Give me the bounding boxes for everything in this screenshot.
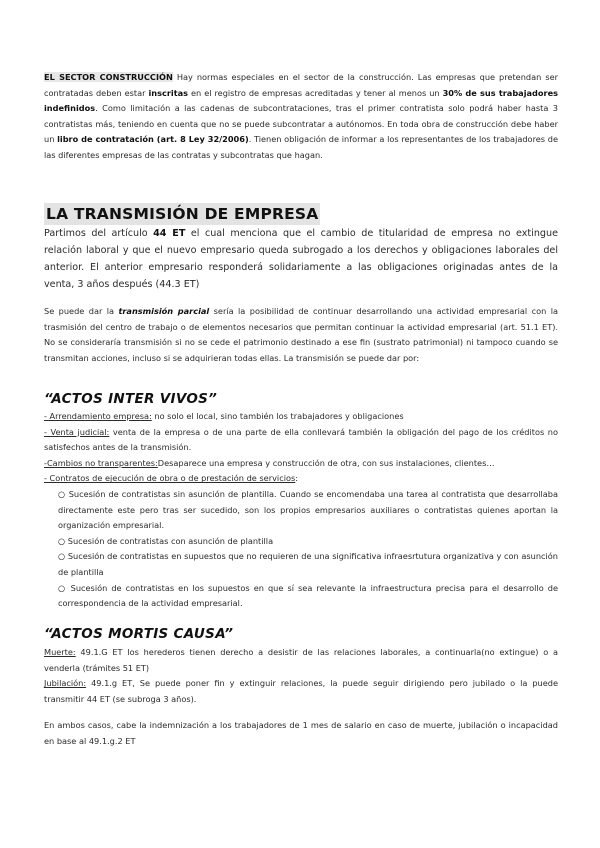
- list-item-arrendamiento: - Arrendamiento empresa: no solo el local, sino también los trabajadores y obligaciones: [44, 411, 404, 421]
- sub-item-infraestructura-relevante: ○ Sucesión de contratistas en los supuestos en que sí sea relevante la infraestructura precisa para el desarrollo de correspondencia de la actividad empresarial.: [58, 582, 558, 609]
- list-item-contratos: - Contratos de ejecución de obra o de prestación de servicios:: [44, 473, 299, 484]
- list-item-muerte: Muerte: 49.1.G ET los herederos tienen derecho a desistir de las relaciones laborales, a continuarla(no extingue) o a venderla (trámites 51 ET): [44, 647, 558, 673]
- indemnizacion-paragraph: En ambos casos, cabe la indemnización a los trabajadores de 1 mes de salario en caso de muerte, jubilación o incapacidad en base al 49.1.g.2 ET: [44, 720, 558, 746]
- list-item-venta-judicial: - Venta judicial: venta de la empresa o de una parte de ella conllevará también la obligación del pago de los créditos no satisfechos antes de la transmisión.: [44, 426, 558, 453]
- section-title-mortis-causa: “ACTOS MORTIS CAUSA”: [44, 626, 234, 642]
- sub-item-sin-infraestructura: ○ Sucesión de contratistas en supuestos que no requieren de una significativa infraesrtutura organizativa y con asunción de plantilla: [58, 551, 558, 577]
- section-title-transmision: LA TRANSMISIÓN DE EMPRESA: [46, 205, 319, 223]
- mortis-causa-list: [44, 645, 558, 707]
- sub-item-con-asuncion: ○ Sucesión de contratistas con asunción de plantilla: [58, 535, 274, 546]
- sector-heading: EL SECTOR CONSTRUCCIÓN: [44, 72, 173, 82]
- section-title-inter-vivos: “ACTOS INTER VIVOS”: [44, 391, 218, 407]
- transmision-intro-paragraph: Partimos del artículo 44 ET el cual menciona que el cambio de titularidad de empresa no extingue relación laboral y que el nuevo empresario queda subrogado a los derechos y obligaciones laborales del anterior. El anterior empresario responderá solidariamente a las obligaciones originadas antes de la venta, 3 años después (44.3 ET): [44, 228, 558, 290]
- list-item-cambios: -Cambios no transparentes:Desaparece una empresa y construcción de otra, con sus instalaciones, clientes…: [44, 457, 495, 468]
- sector-construccion-paragraph: EL SECTOR CONSTRUCCIÓN Hay normas especiales en el sector de la construcción. Las empresas que pretendan ser contratadas deben estar inscritas en el registro de empresas acreditadas y tener al menos un 30% de sus trabajadores indefinidos. Como limitación a las cadenas de subcontrataciones, tras el primer contratista solo podrá haber hasta 3 contratistas más, teniendo en cuenta que no se puede subcontratar a autónomos. En toda obra de construcción debe haber un libro de contratación (art. 8 Ley 32/2006). Tienen obligación de informar a los representantes de los trabajadores de las diferentes empresas de las contratas y subcontratas que hagan.: [44, 72, 558, 160]
- inter-vivos-list: [44, 409, 558, 612]
- list-item-jubilacion: Jubilación: 49.1.g ET, Se puede poner fin y extinguir relaciones, la puede seguir dirigiendo pero jubilado o la puede transmitir 44 ET (se subroga 3 años).: [44, 678, 558, 704]
- transmision-parcial-paragraph: Se puede dar la transmisión parcial sería la posibilidad de continuar desarrollando una actividad empresarial con la trasmisión del centro de trabajo o de elementos necesarios que permitan continuar la actividad empresarial (art. 51.1 ET). No se consideraría transmisión si no se cede el patrimonio destinado a ese fin (sustrato patrimonial) ni tampoco cuando se transmitan acciones, incluso si se adquirieran todas ellas. La transmisión se puede dar por:: [44, 306, 558, 363]
- sub-item-sin-asuncion: ○ Sucesión de contratistas sin asunción de plantilla. Cuando se encomendaba una tarea al contratista que desarrollaba directamente este pero tras ser sucedido, son los propios empresarios auxiliares o contratistas quienes aportan la organización empresarial.: [58, 488, 558, 531]
